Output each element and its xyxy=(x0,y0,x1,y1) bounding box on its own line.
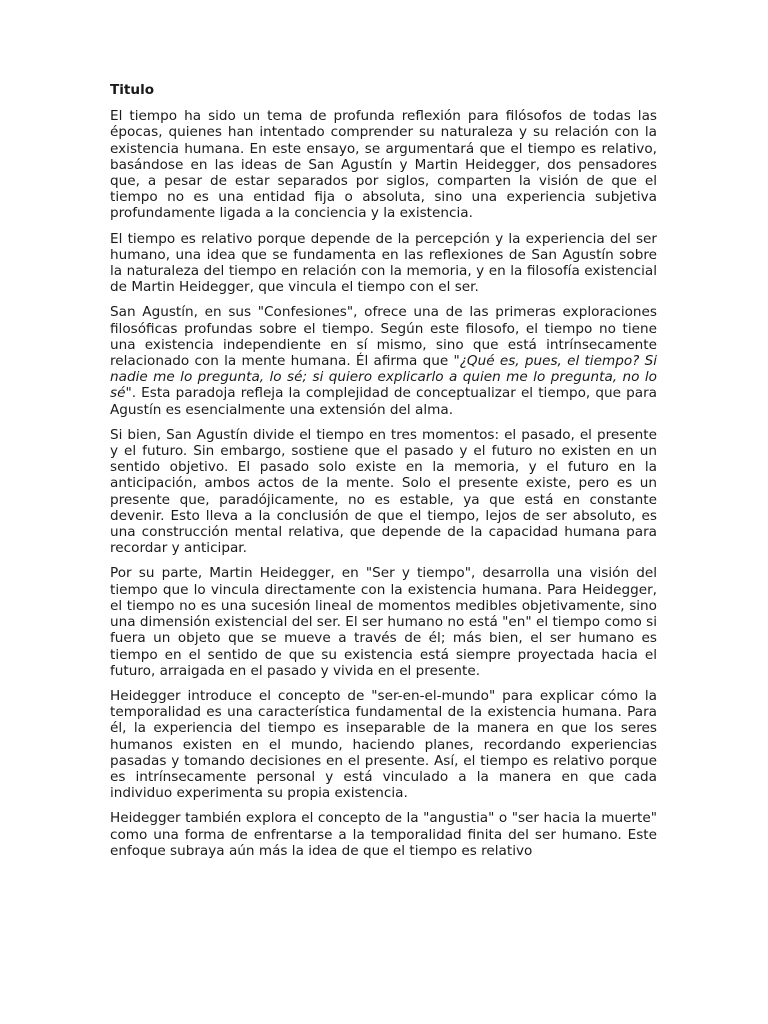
paragraph-4: Si bien, San Agustín divide el tiempo en tres momentos: el pasado, el presente y el futuro. Sin embargo, sostiene que el pasado y el futuro no existen en un sentido objetivo. El pasado solo existe en la memoria, y el futuro en la anticipación, ambos actos de la mente. Solo el presente existe, pero es un presente que, paradójicamente, no es estable, ya que está en constante devenir. Esto lleva a la conclusión de que el tiempo, lejos de ser absoluto, es una construcción mental relativa, que depende de la capacidad humana para recordar y anticipar. xyxy=(110,426,657,557)
paragraph-2: El tiempo es relativo porque depende de la percepción y la experiencia del ser humano, una idea que se fundamenta en las reflexiones de San Agustín sobre la naturaleza del tiempo en relación con la memoria, y en la filosofía existencial de Martin Heidegger, que vincula el tiempo con el ser. xyxy=(110,230,657,296)
paragraph-7: Heidegger también explora el concepto de la "angustia" o "ser hacia la muerte" como una forma de enfrentarse a la temporalidad finita del ser humano. Este enfoque subraya aún más la idea de que el tiempo es relativo xyxy=(110,810,657,859)
paragraph-3-text-before: San Agustín, en sus "Confesiones", ofrece una de las primeras exploraciones filosóficas profundas sobre el tiempo. Según este filosofo, el tiempo no tiene una existencia independiente en sí mismo, sino que está intrínsecamente relacionado con la mente humana. Él afirma que " xyxy=(110,304,657,370)
document-page xyxy=(110,82,657,859)
paragraph-6: Heidegger introduce el concepto de "ser-en-el-mundo" para explicar cómo la temporalidad es una característica fundamental de la existencia humana. Para él, la experiencia del tiempo es inseparable de la manera en que los seres humanos existen en el mundo, haciendo planes, recordando experiencias pasadas y tomando decisiones en el presente. Así, el tiempo es relativo porque es intrínsecamente personal y está vinculado a la manera en que cada individuo experimenta su propia existencia. xyxy=(110,687,657,802)
paragraph-5: Por su parte, Martin Heidegger, en "Ser y tiempo", desarrolla una visión del tiempo que lo vincula directamente con la existencia humana. Para Heidegger, el tiempo no es una sucesión lineal de momentos medibles objetivamente, sino una dimensión existencial del ser. El ser humano no está "en" el tiempo como si fuera un objeto que se mueve a través de él; más bien, el ser humano es tiempo en el sentido de que su existencia está siempre proyectada hacia el futuro, arraigada en el pasado y vivida en el presente. xyxy=(110,565,657,679)
augustine-quote: ¿Qué es, pues, el tiempo? Si nadie me lo pregunta, lo sé; si quiero explicarlo a quien me lo pregunta, no lo sé xyxy=(110,353,658,402)
paragraph-3-text-after: ". Esta paradoja refleja la complejidad de conceptualizar el tiempo, que para Agustín es esencialmente una extensión del alma. xyxy=(110,385,657,418)
document-title: Titulo xyxy=(110,82,155,98)
paragraph-3 xyxy=(110,304,657,417)
paragraph-1: El tiempo ha sido un tema de profunda reflexión para filósofos de todas las épocas, quienes han intentado comprender su naturaleza y su relación con la existencia humana. En este ensayo, se argumentará que el tiempo es relativo, basándose en las ideas de San Agustín y Martin Heidegger, dos pensadores que, a pesar de estar separados por siglos, comparten la visión de que el tiempo no es una entidad fija o absoluta, sino una experiencia subjetiva profundamente ligada a la conciencia y la existencia. xyxy=(110,108,657,222)
